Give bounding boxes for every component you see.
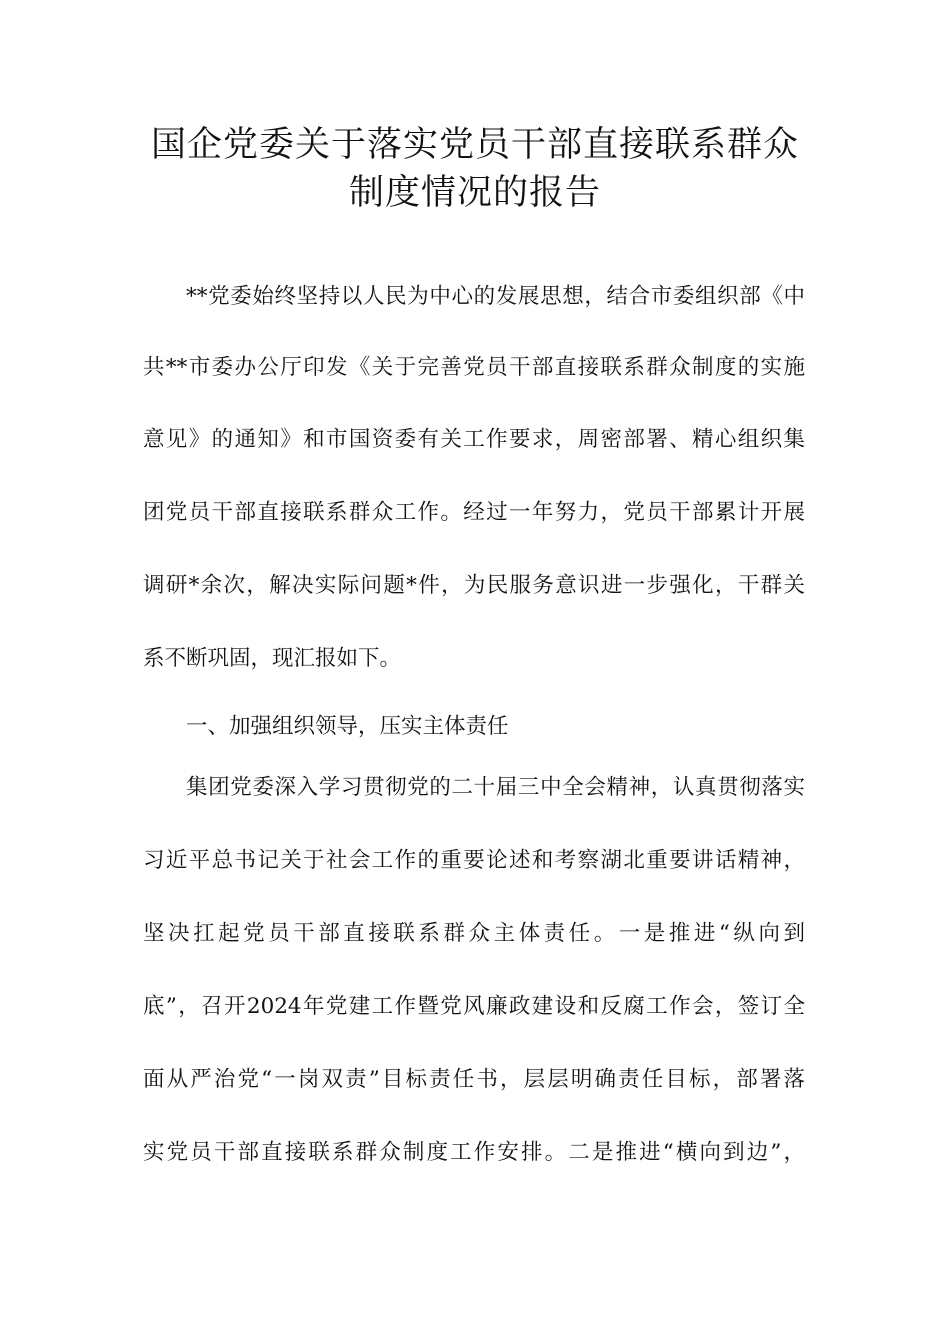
- paragraph-1-line-2: 共**市委办公厅印发《关于完善党员干部直接联系群众制度的实施: [143, 355, 805, 380]
- paragraph-2-line-1: 集团党委深入学习贯彻党的二十届三中全会精神，认真贯彻落实: [186, 775, 805, 800]
- paragraph-1-line-3: 意见》的通知》和市国资委有关工作要求，周密部署、精心组织集: [143, 427, 805, 452]
- paragraph-2-line-2: 习近平总书记关于社会工作的重要论述和考察湖北重要讲话精神，: [143, 848, 805, 873]
- paragraph-1-line-5: 调研*余次，解决实际问题*件，为民服务意识进一步强化，干群关: [143, 573, 805, 598]
- paragraph-2-line-3: 坚决扛起党员干部直接联系群众主体责任。一是推进“纵向到: [143, 921, 805, 946]
- section-1-heading: 一、加强组织领导，压实主体责任: [186, 714, 509, 739]
- paragraph-1-line-6: 系不断巩固，现汇报如下。: [143, 646, 402, 671]
- paragraph-2-line-4: 底”，召开2024年党建工作暨党风廉政建设和反腐工作会，签订全: [143, 994, 805, 1019]
- paragraph-1-line-4: 团党员干部直接联系群众工作。经过一年努力，党员干部累计开展: [143, 500, 805, 525]
- document-title-line-1: 国企党委关于落实党员干部直接联系群众: [150, 125, 799, 165]
- paragraph-2-line-6: 实党员干部直接联系群众制度工作安排。二是推进“横向到边”，: [143, 1140, 805, 1165]
- paragraph-1-line-1: **党委始终坚持以人民为中心的发展思想，结合市委组织部《中: [186, 284, 805, 309]
- paragraph-2-line-5: 面从严治党“一岗双责”目标责任书，层层明确责任目标，部署落: [143, 1067, 805, 1092]
- document-title-line-2: 制度情况的报告: [348, 173, 601, 213]
